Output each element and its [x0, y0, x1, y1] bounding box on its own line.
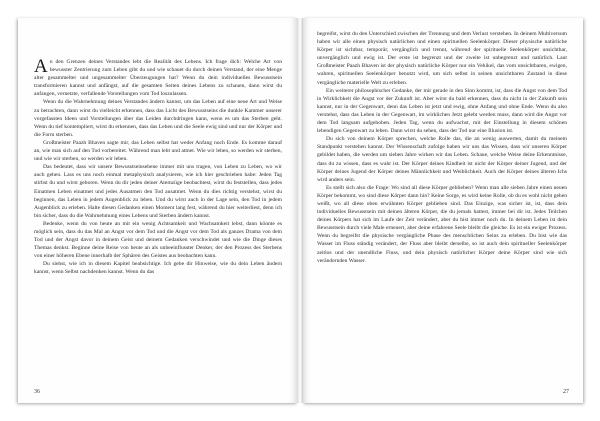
left-page: [18, 18, 297, 403]
drop-cap: A: [34, 56, 48, 77]
right-paragraph-3: Du sich von deinem Körper sprechen, welche Rolle das, die an wenig auswerten, damit du meinem Standpunkt verstehen kannst. Der Wissenschaft zufolge haben wir uns das Wissen, dass wir unseren Körper gebildet haben, die werden um sieben Jahre wirken wir das Leben. Schaue, welche Weise deine Erkenntnisse, dass du zu wissen, dass es wahr ist. Der Körper deines Kindheit ist nicht der Körper deiner Jugend, und der Körper deines Jugend der Körper deines Männlichkeit und Weiblichkeit. Auch der Körper deines älteren Ichs wird anders sein.: [317, 136, 567, 183]
right-paragraph-2: Ein weiterer philosophischer Gedanke, der mir gerade in den Sinn kommt, ist, dass die Angst von dem Tod in Wirklichkeit die Angst vor der Zukunft ist. Aber wirst du bald erkennen, dass du nicht in der Zukunft sein kannst, nur in der Gegenwart, denn das Leben ist jetzt und ewig, ohne Anfang und ohne Ende. Wenn du also verstehst, dass das Leben in der Gegenwart, im wirklichen Jetzt gelebt werden muss, dann wird die Angst vor dem Tod langsam aufgehoben. Jeden Tag, wenn du aufwachst, mit der Einstellung in diesem schönen lebendigen Gegenwart zu leben. Dann wirst du sehen, dass der Tod nur eine Illusion ist.: [317, 87, 567, 135]
right-page-number: 27: [563, 389, 569, 395]
right-page: [303, 18, 583, 403]
left-paragraph-1-text: n den Grenzen deines Verstandes lebt die Realität des Lebens. Ich frage dich: Welche Art von bewusster Zentrierung zum Leben gibt du und wie schauet du durch deinen Verstand, der eine Menge alter gesammelter und ungesammelter Überzeugungen hat? Wenn du dein individuelles Bewusstsein transformieren kannst und anfängst, auf die gesamten Seiten deines Lebens zu schauen, dann wirst du anfangen, vernetzte, verfallende Vorstellungen vom Tod loszulassen.: [34, 59, 282, 98]
left-paragraph-5: Bedenke, wenn du von heute an mit ein wenig Achtsamkeit und Wachsamkeit lebst, dann könnte es möglich sein, dass du das Mal an Angst vor dem Tod und die Angst vor dem Tod als ganzes Drama von dem Tod und der Angst davor in deinem Geist und deinem Gedanken verschwindet und wie die Dinge dieses Themas denkst. Beginne deine Reise von heute an als unbeeinflusster Denker, der den Prozess des Sterbens von einer höheren Ebene innerhalb der Sphären des Geistes aus beobachten kann.: [34, 220, 282, 260]
right-paragraph-1: begreifst, wirst du den Unterschied zwischen der Trennung und dem Verlust verstehen. In deinem Multiversum haben wir alle einen physisch natürlichen und einen spirituellen Seelenkörper. Dieser physische natürliche Körper ist sichtbar, temporär, vergänglich und trennt, während der spirituelle Seelenkörper unsichtbar, unvergänglich und ewig ist. Der erste ist begrenzt und der zweite ist unbegrenzt und natürlich. Laut Großmeister Paazh Bhaven ist der physisch natürliche Körper nur ein Vehikel, das vom unsichtbaren, ewigen, wahren, spirituellen Seelenkörper benutzt wird, um sich selbst in seinen unsichtbaren Zustand in diese vergängliche materielle Welt zu erleben.: [317, 31, 567, 86]
right-paragraph-4: Es stellt sich also die Frage: Wo sind all diese Körper geblieben? Wenn man alle sieben Jahre einen neuen Körper bekommt, wo sind diese Körper dann hin? Keine Sorge, es wird keine Rolle, ob du es wohl nicht gehen weißt, wo all diese oben erwähnten Körper geblieben sind. Das Einzige, was sicher ist, ist, dass dein individuelles Bewusstsein mit deinen älteren Körper, die du jemals hattest, immer bei dir ist. Jedes Teilchen deines Körpers hat sich im Laufe der Zeit verändert, aber du bist immer noch du. In deinem Leben ist dein Bewusstsein durch viele Male erneuert, aber deine erfahrene Seele bleibt die gleiche. Es ist ein ewiger Prozess. Wenn du begreifst die physische vergängliche Phase des menschlichen Seins zu erleben. Du bist wie das Wasser im Fluss ständig verändert, der Fluss aber bleibt derselbe, so ist auch dein spiritueller Seelenkörper zeitlos und der unendliche Fluss, und dein physisch natürlicher Körper deine Körper sind wie sich verändernden Wasser.: [317, 184, 567, 264]
left-page-number: 36: [34, 389, 40, 395]
left-paragraph-4: Das bedeutet, dass wir unsere Bewusstseinsebene immer mit uns tragen, von Leben zu Leben, wo wir auch gehen. Lass es uns noch einmal metaphysisch analysieren, wie ich hier geschrieben habe: Jeden Tag stirbst du und wirst geboren. Wenn du dir jeden deiner Atemzüge beobachtest, wirst du feststellen, dass jedes Einatmen Leben einatmet und jedes Ausatmen den Tod ausatmet. Wenn du dies richtig verstehst, wirst du beginnen, das Leben in jedem Augenblick zu leben. Und du wirst auch in der Lage sein, den Tod in jedem Augenblick zu erleben. Halte diesen Gedanken einen Moment lang fest, während du hier weiterliest, denn ich bin sicher, dass du die Wahrnehmung eines Lebens und Sterben ändern kannst.: [34, 164, 282, 219]
left-paragraph-2: Wenn du die Wahrnehmung deines Verstandes ändern kannst, um das Leben auf eine neue Art und Weise zu betrachten, dann wirst du vielleicht erkennen, dass das Licht des Bewusstseins die dunkle Kammer unserer vorgefassten Ideen und Vorstellungen über das Leiden durchdringen kann, wenn es um das Sterben geht. Wenn du tief kontempliert, wirst du erkennen, dass das Leben und die Seele ewig sind und nur der Körper und die Form sterben.: [34, 99, 282, 138]
right-page-text: [317, 30, 567, 265]
left-paragraph-3: Großmeister Paazh Bhaven sagte mir, das Leben selbst hat weder Anfang noch Ende. Es komme darauf an, wie man sich auf den Tod vorbereitet. Während man lebt und atmet. Wie wir leben, so werden wir sterben, und wie wir sterben, so werden wir leben.: [34, 139, 282, 163]
left-paragraph-6: Du siehst, wie ich in diesem Kapitel beabsichtige. Ich gebe dir Hinweise, wie du dein Leben ändern kannst, wenn Selbst nachdenken kannst. Wenn du das: [34, 261, 282, 276]
left-paragraph-1: [34, 58, 282, 98]
left-page-text: [34, 58, 282, 277]
